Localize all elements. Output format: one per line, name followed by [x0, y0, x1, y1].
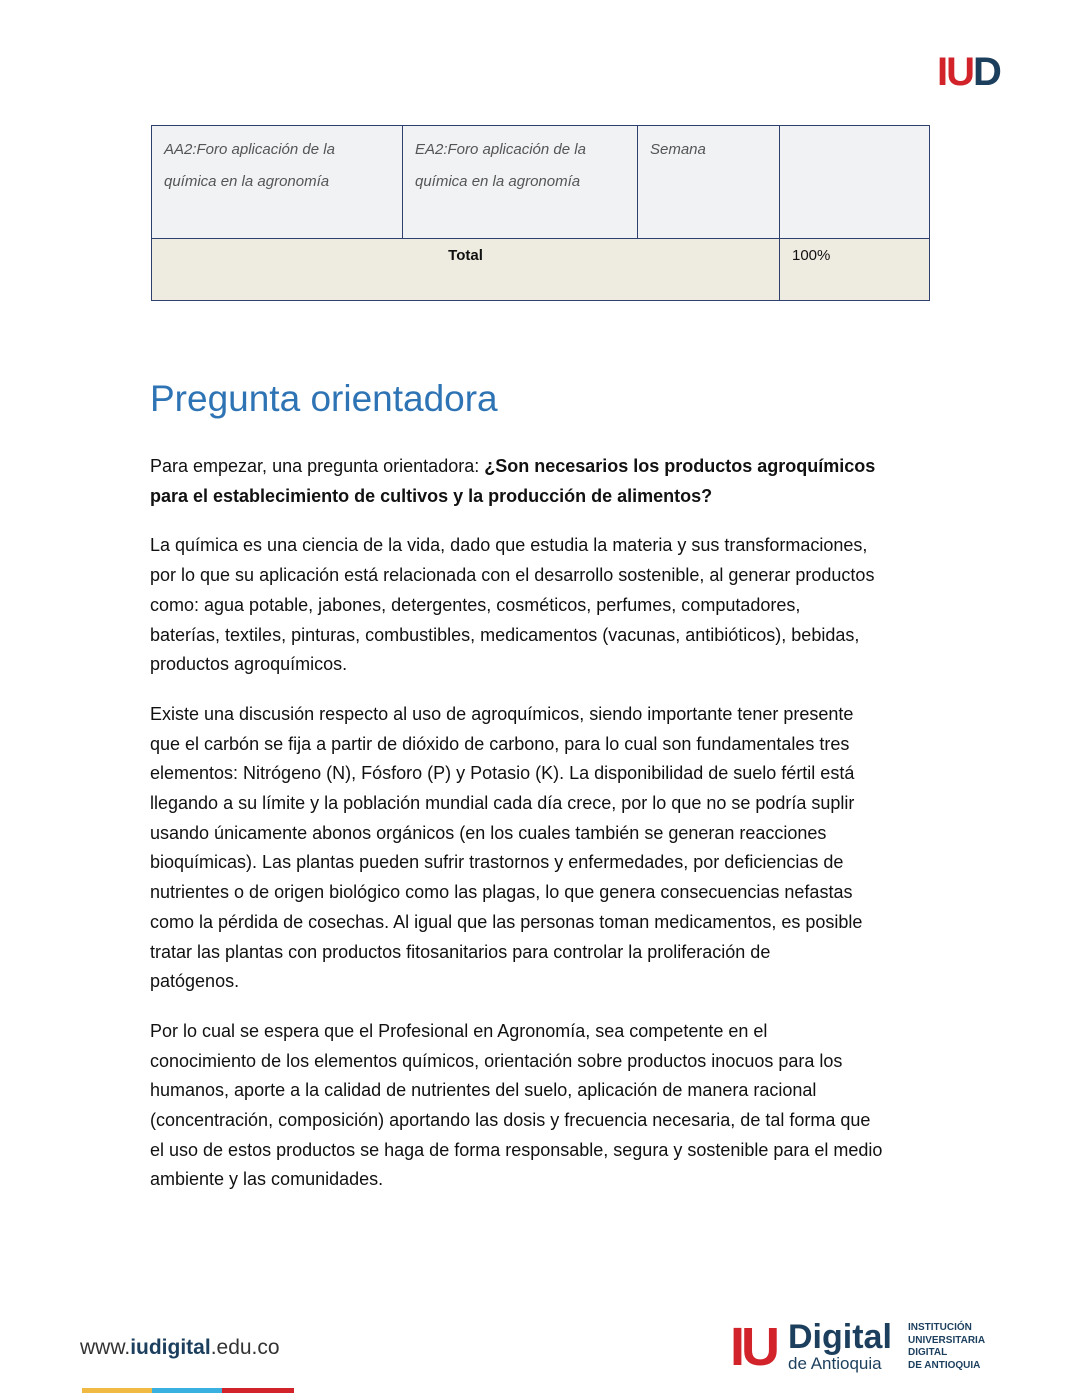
table-cell — [780, 126, 930, 239]
text-line: tratar las plantas con productos fitosanitarios para controlar la proliferación de — [150, 941, 771, 962]
table-cell: EA2:Foro aplicación de la química en la agronomía — [403, 126, 638, 239]
total-value: 100% — [780, 239, 930, 301]
paragraph-2 — [150, 700, 950, 997]
text-line: nutrientes o de origen biológico como las plagas, lo que genera consecuencias nefastas — [150, 882, 853, 903]
logo-de-antioquia: de Antioquia — [788, 1354, 882, 1373]
total-row — [152, 239, 930, 301]
question-text: ¿Son necesarios los productos agroquímicos — [484, 456, 876, 476]
text-line: elementos: Nitrógeno (N), Fósforo (P) y Potasio (K). La disponibilidad de suelo fértil está — [150, 763, 855, 784]
text-line: usando únicamente abonos orgánicos (en los cuales también se generan reacciones — [150, 822, 827, 843]
section-title: Pregunta orientadora — [150, 378, 498, 419]
table-row — [152, 126, 930, 239]
text-line: como: agua potable, jabones, detergentes, cosméticos, perfumes, computadores, — [150, 594, 801, 615]
color-bar — [82, 1388, 294, 1393]
text-line: por lo que su aplicación está relacionada con el desarrollo sostenible, al generar productos — [150, 565, 875, 586]
intro-text: Para empezar, una pregunta orientadora: — [150, 456, 485, 476]
iu-digital-logo — [730, 1317, 1010, 1377]
table-cell: AA2:Foro aplicación de la química en la agronomía — [152, 126, 403, 239]
total-label: Total — [152, 239, 780, 301]
text-line: Existe una discusión respecto al uso de agroquímicos, siendo importante tener presente — [150, 703, 854, 724]
text-line: patógenos. — [150, 971, 240, 992]
paragraph-1 — [150, 531, 950, 680]
text-line: como la pérdida de cosechas. Al igual que las personas toman medicamentos, es posible — [150, 911, 863, 932]
logo-institution: INSTITUCIÓN UNIVERSITARIA DIGITAL DE ANTIOQUIA — [908, 1322, 986, 1371]
text-line: ambiente y las comunidades. — [150, 1169, 384, 1190]
question-text: para el establecimiento de cultivos y la producción de alimentos? — [150, 485, 713, 506]
text-line: humanos, aporte a la calidad de nutrientes del suelo, aplicación de manera racional — [150, 1080, 817, 1101]
text-line: conocimiento de los elementos químicos, orientación sobre productos inocuos para los — [150, 1050, 843, 1071]
logo-iu: IU — [730, 1317, 776, 1377]
intro-paragraph — [150, 452, 950, 511]
text-line: productos agroquímicos. — [150, 654, 348, 675]
text-line: el uso de estos productos se haga de forma responsable, segura y sostenible para el medio — [150, 1139, 883, 1160]
text-line: llegando a su límite y la población mundial cada día crece, por lo que no se podría suplir — [150, 793, 855, 814]
paragraph-3 — [150, 1017, 950, 1195]
evaluation-table — [151, 125, 930, 301]
iud-logo: IUD — [937, 50, 1000, 94]
text-line: La química es una ciencia de la vida, dado que estudia la materia y sus transformaciones, — [150, 535, 868, 556]
logo-digital: Digital — [788, 1318, 892, 1356]
text-line: baterías, textiles, pinturas, combustibles, medicamentos (vacunas, antibióticos), bebidas, — [150, 624, 860, 645]
website-link[interactable]: www.iudigital.edu.co — [80, 1336, 280, 1359]
text-line: (concentración, composición) aportando las dosis y frecuencia necesaria, de tal forma que — [150, 1110, 871, 1131]
text-line: que el carbón se fija a partir de dióxido de carbono, para lo cual son fundamentales tres — [150, 733, 850, 754]
section-body — [150, 452, 950, 1215]
text-line: Por lo cual se espera que el Profesional en Agronomía, sea competente en el — [150, 1020, 768, 1041]
text-line: bioquímicas). Las plantas pueden sufrir trastornos y enfermedades, por deficiencias de — [150, 852, 844, 873]
table-cell: Semana — [638, 126, 780, 239]
